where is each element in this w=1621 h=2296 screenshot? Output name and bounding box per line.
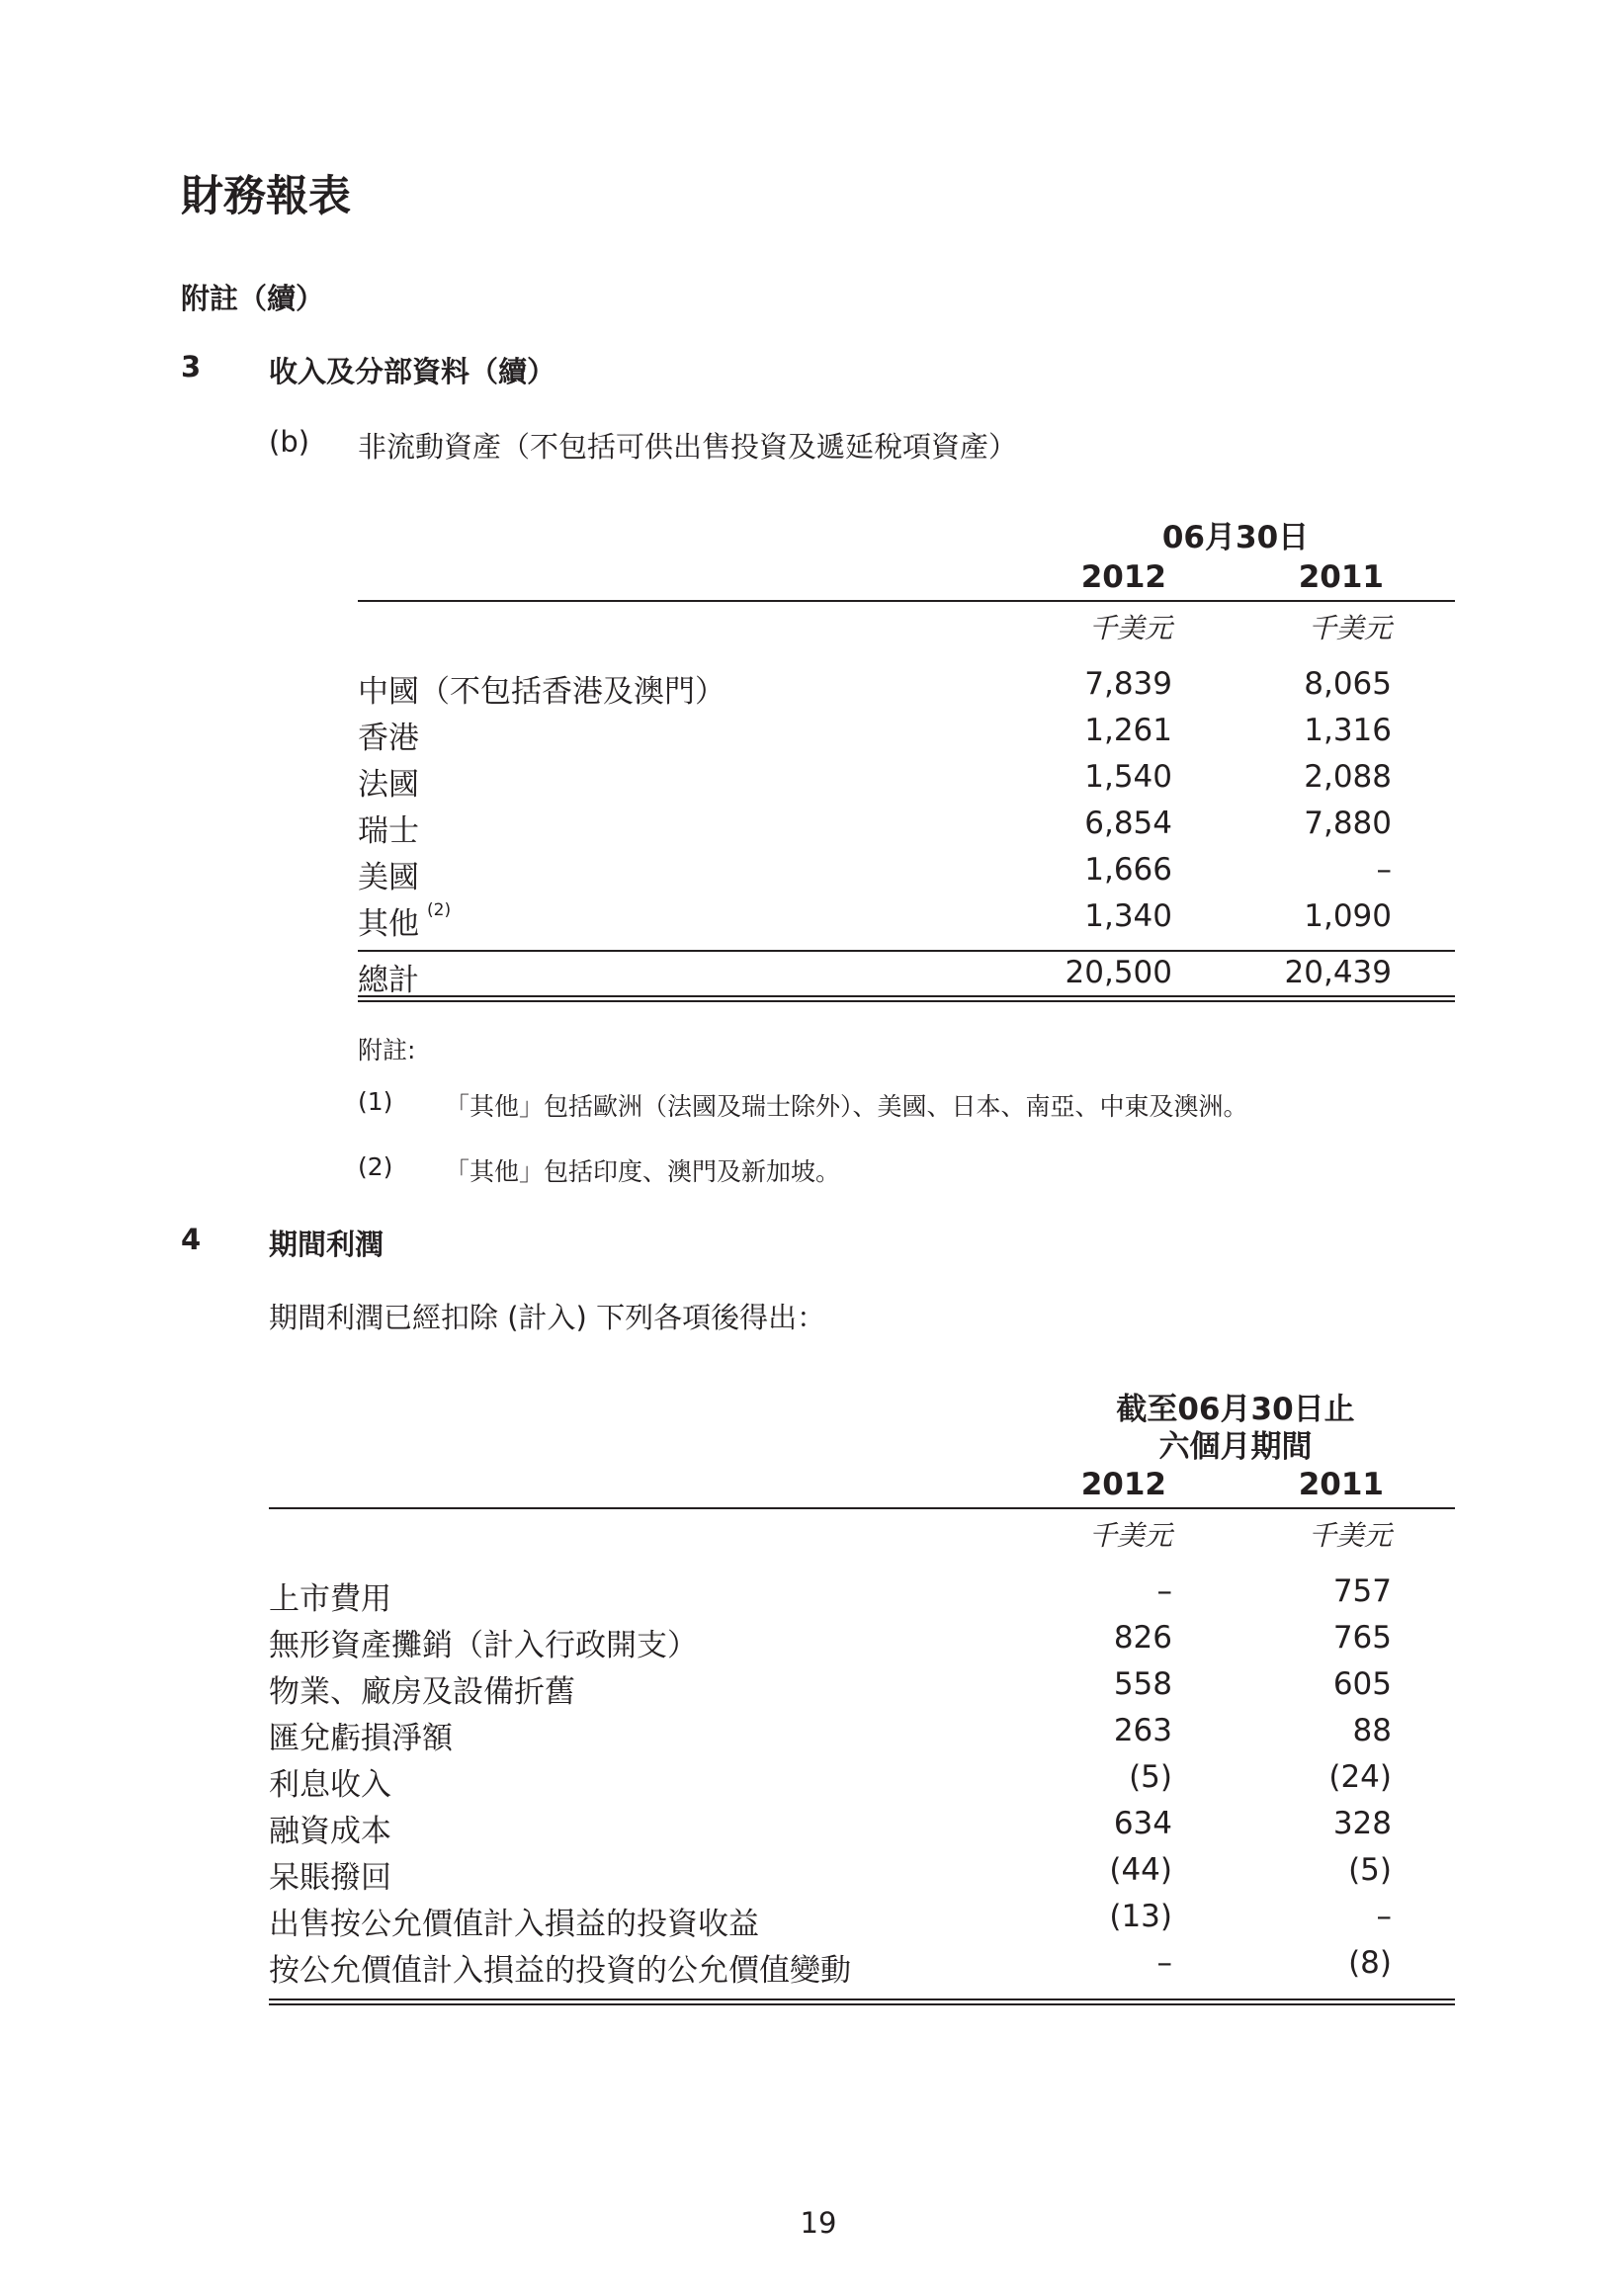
table1-row-label: 美國	[358, 860, 419, 895]
footnote-2-mark: (2)	[358, 1152, 393, 1181]
table2-row-value-2012: (44)	[1109, 1852, 1172, 1888]
page-title: 財務報表	[181, 172, 351, 221]
table2-row-label: 上市費用	[269, 1581, 391, 1617]
table1-row-value-2011: 1,090	[1304, 898, 1392, 934]
table2-row-value-2011: 757	[1332, 1573, 1392, 1609]
table1-row-label: 瑞士	[358, 813, 419, 849]
table2-period-header-line1: 截至06月30日止	[1116, 1392, 1355, 1427]
page-number: 19	[800, 2206, 837, 2240]
table2-row-value-2011: (24)	[1328, 1759, 1392, 1795]
section-4-title: 期間利潤	[269, 1228, 384, 1261]
table1-row-value-2011: 7,880	[1304, 806, 1392, 841]
table1-total-rule-top	[358, 950, 1455, 952]
table2-row-value-2011: –	[1376, 1899, 1392, 1934]
table2-end-rule-1	[269, 1998, 1455, 2000]
notes-continued-heading: 附註（續）	[181, 282, 325, 315]
section-3-number: 3	[181, 350, 202, 383]
table1-year-2012: 2012	[1080, 559, 1166, 595]
section-3-title: 收入及分部資料（續）	[269, 355, 556, 388]
table2-row-value-2012: –	[1156, 1573, 1172, 1609]
subsection-b-title: 非流動資產（不包括可供出售投資及遞延稅項資產）	[358, 430, 1018, 464]
table2-row-label: 呆賬撥回	[269, 1860, 391, 1896]
table1-date-header: 06月30日	[1161, 520, 1310, 555]
table2-row-value-2011: 328	[1332, 1806, 1392, 1841]
table2-row-value-2011: (8)	[1348, 1945, 1392, 1981]
table1-row-value-2012: 7,839	[1084, 666, 1172, 702]
table2-unit-2011: 千美元	[1308, 1519, 1392, 1552]
table1-row-label: 中國（不包括香港及澳門）	[358, 674, 725, 710]
table2-row-value-2012: (13)	[1109, 1899, 1172, 1934]
table1-row-value-2012: 1,340	[1084, 898, 1172, 934]
table2-row-value-2012: 263	[1113, 1713, 1172, 1748]
table2-row-value-2012: 634	[1113, 1806, 1172, 1841]
table2-row-label: 物業、廠房及設備折舊	[269, 1674, 575, 1710]
footnote-2-text: 「其他」包括印度、澳門及新加坡。	[445, 1157, 841, 1186]
table2-row-value-2012: 558	[1113, 1666, 1172, 1702]
table2-row-value-2012: (5)	[1129, 1759, 1172, 1795]
table1-unit-2012: 千美元	[1088, 612, 1172, 644]
footnotes-heading: 附註:	[358, 1036, 416, 1064]
table1-row-value-2012: 1,666	[1084, 852, 1172, 888]
table2-row-value-2012: 826	[1113, 1620, 1172, 1656]
table1-total-2012: 20,500	[1065, 955, 1172, 990]
table2-row-label: 融資成本	[269, 1814, 391, 1849]
table1-row-label: 法國	[358, 767, 419, 803]
table2-row-label: 出售按公允價值計入損益的投資收益	[269, 1907, 759, 1942]
table2-row-value-2011: 605	[1332, 1666, 1392, 1702]
table2-row-value-2011: 88	[1352, 1713, 1392, 1748]
section-4-intro: 期間利潤已經扣除 (計入) 下列各項後得出：	[269, 1301, 826, 1334]
section-4-number: 4	[181, 1223, 202, 1256]
table2-row-value-2012: –	[1156, 1945, 1172, 1981]
table1-total-label: 總計	[358, 963, 419, 998]
table1-year-2011: 2011	[1298, 559, 1384, 595]
table2-period-header-line2: 六個月期間	[1158, 1429, 1313, 1465]
table2-row-label: 按公允價值計入損益的投資的公允價值變動	[269, 1953, 851, 1989]
footnote-1-text: 「其他」包括歐洲（法國及瑞士除外）、美國、日本、南亞、中東及澳洲。	[445, 1092, 1248, 1121]
table2-row-value-2011: (5)	[1348, 1852, 1392, 1888]
subsection-b-label: (b)	[269, 425, 310, 459]
table1-row-value-2012: 6,854	[1084, 806, 1172, 841]
table1-total-2011: 20,439	[1284, 955, 1392, 990]
table1-row-note: (2)	[427, 900, 452, 920]
table2-year-2012: 2012	[1080, 1467, 1166, 1502]
table2-row-label: 無形資產攤銷（計入行政開支）	[269, 1628, 698, 1663]
table1-unit-2011: 千美元	[1308, 612, 1392, 644]
table1-row-label: 香港	[358, 721, 419, 756]
table1-row-value-2011: 2,088	[1304, 759, 1392, 795]
table2-end-rule-2	[269, 2003, 1455, 2005]
table2-year-2011: 2011	[1298, 1467, 1384, 1502]
table1-row-label: 其他	[358, 906, 419, 942]
table1-header-rule	[358, 600, 1455, 602]
table2-row-label: 匯兌虧損淨額	[269, 1721, 453, 1756]
table2-row-label: 利息收入	[269, 1767, 391, 1803]
table1-row-value-2012: 1,540	[1084, 759, 1172, 795]
table1-total-rule-1	[358, 995, 1455, 997]
table2-header-rule	[269, 1507, 1455, 1509]
table2-row-value-2011: 765	[1332, 1620, 1392, 1656]
table2-unit-2012: 千美元	[1088, 1519, 1172, 1552]
table1-row-value-2011: 8,065	[1304, 666, 1392, 702]
footnote-1-mark: (1)	[358, 1087, 393, 1116]
table1-total-rule-2	[358, 1000, 1455, 1002]
table1-row-value-2012: 1,261	[1084, 713, 1172, 748]
table1-row-value-2011: –	[1376, 852, 1392, 888]
table1-row-value-2011: 1,316	[1304, 713, 1392, 748]
